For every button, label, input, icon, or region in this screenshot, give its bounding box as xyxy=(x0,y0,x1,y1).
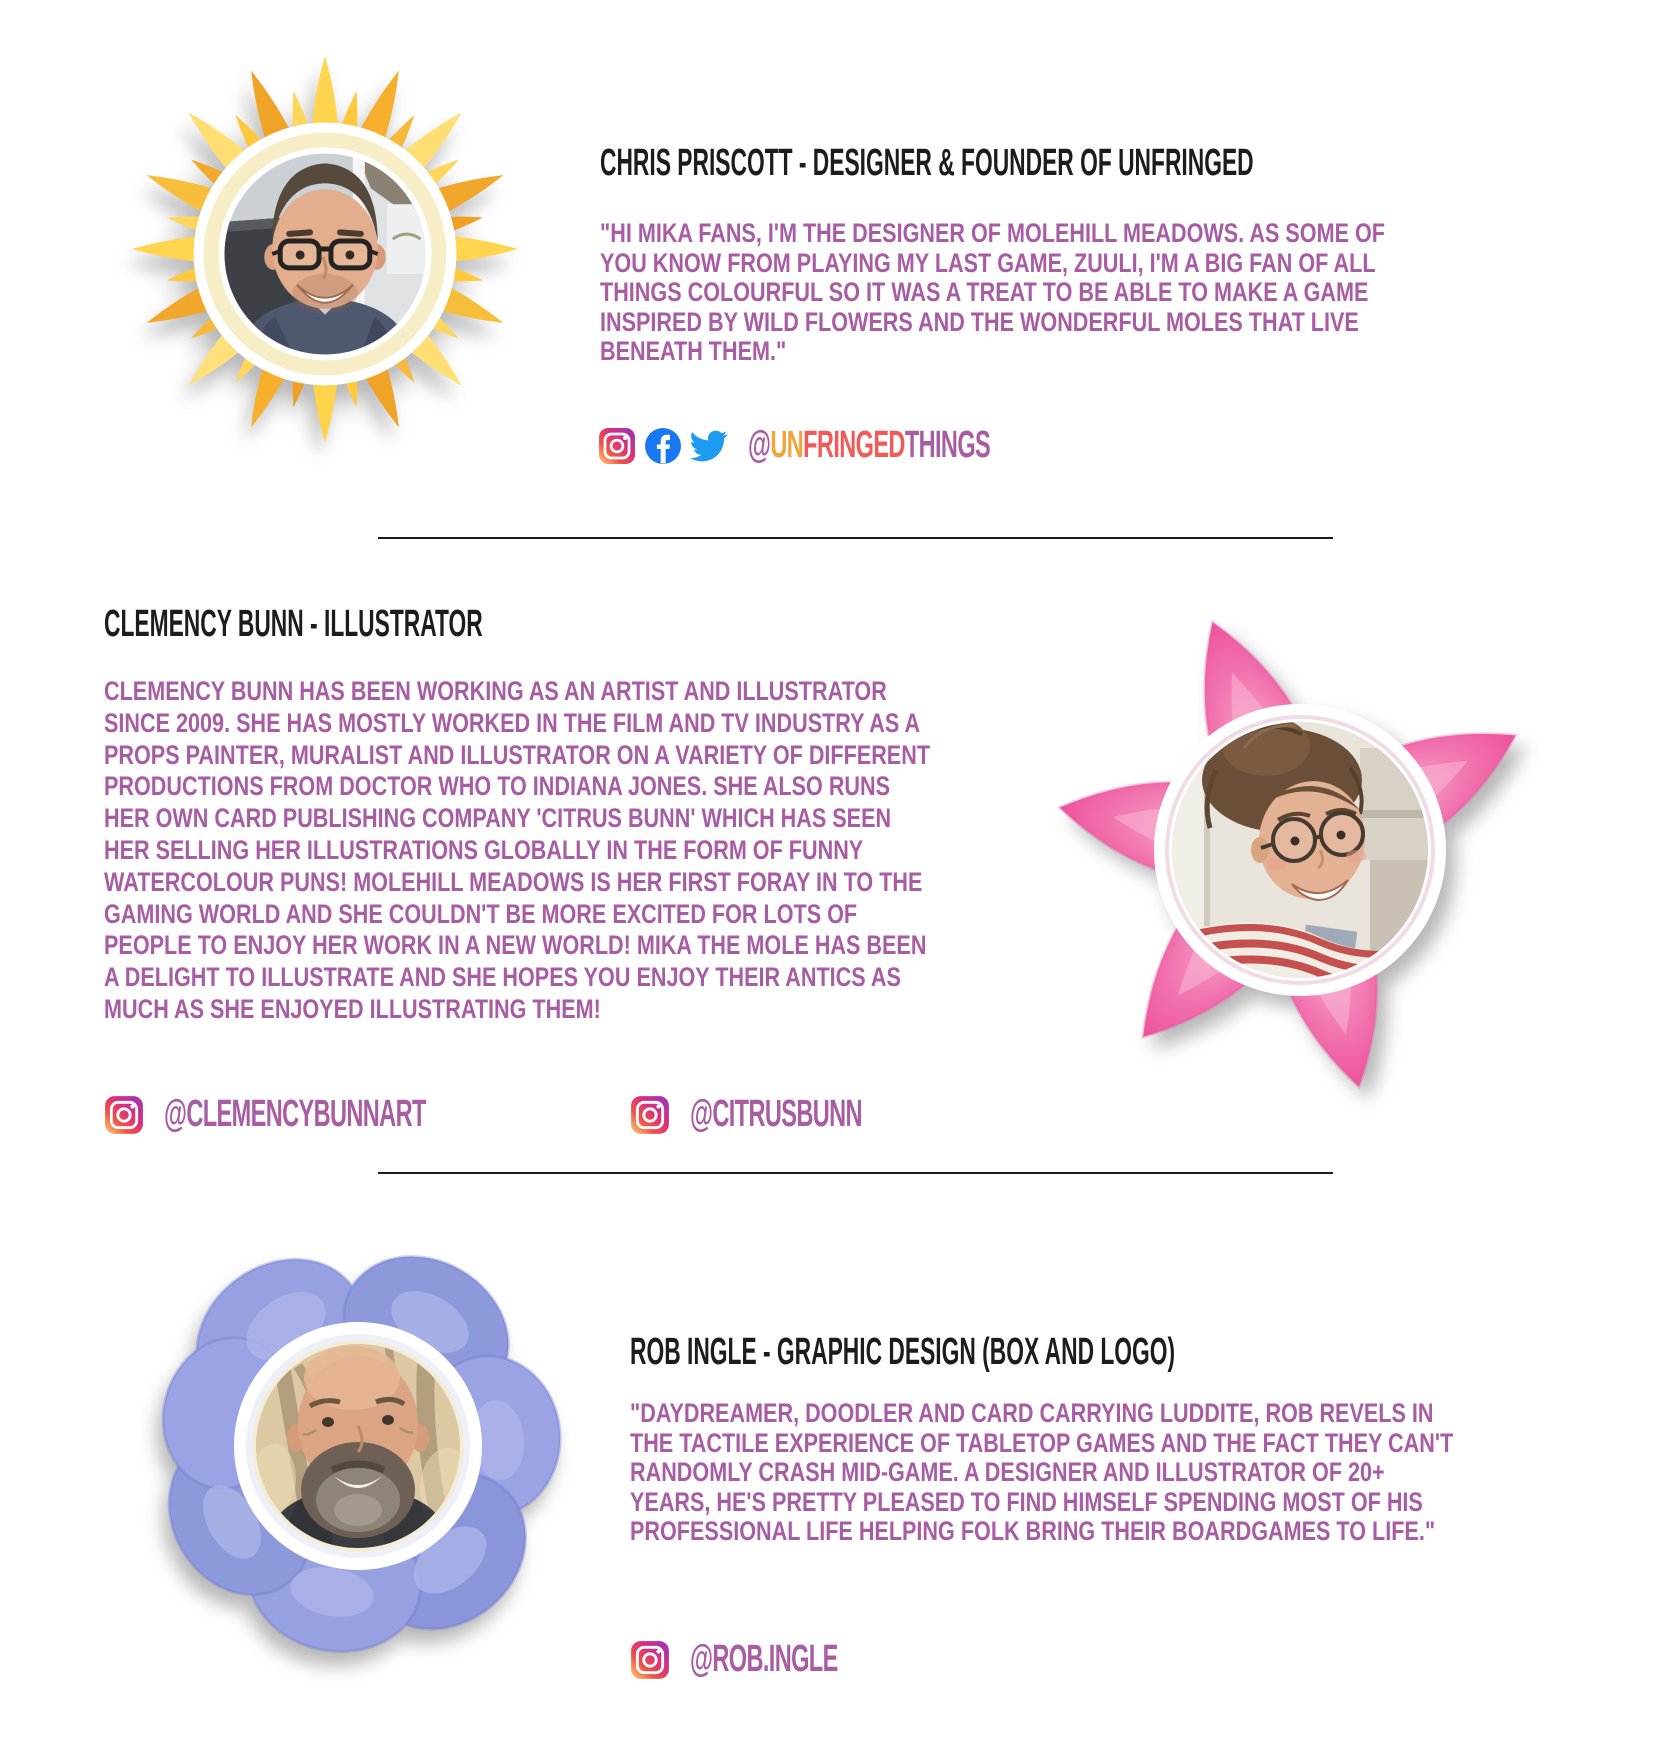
section-title-text: ROB INGLE - GRAPHIC DESIGN (BOX AND LOGO) xyxy=(630,1331,1176,1373)
social-handle-unfringedthings[interactable]: @UNFRINGEDTHINGS xyxy=(748,424,991,466)
social-handle-robingle[interactable]: @ROB.INGLE xyxy=(690,1638,838,1680)
social-handle-citrusbunn[interactable]: @CITRUSBUNN xyxy=(690,1093,863,1135)
social-handle-clemencybunnart[interactable]: @CLEMENCYBUNNART xyxy=(164,1093,426,1135)
section-title-text: CLEMENCY BUNN - ILLUSTRATOR xyxy=(104,603,483,645)
social-row-chris xyxy=(598,424,1139,467)
section-title-rob xyxy=(630,1331,1539,1374)
blue-bloom-flower-photo-frame xyxy=(146,1226,576,1676)
section-title-text: CHRIS PRISCOTT - DESIGNER & FOUNDER OF UNFRINGED xyxy=(600,142,1254,184)
instagram-icon[interactable] xyxy=(630,1095,670,1135)
social-row-rob xyxy=(630,1638,928,1681)
sunflower-photo-frame xyxy=(126,50,524,448)
section-divider xyxy=(378,537,1333,539)
instagram-icon[interactable] xyxy=(104,1095,144,1135)
pink-star-flower-photo-frame xyxy=(1020,598,1550,1093)
twitter-icon[interactable] xyxy=(690,427,728,465)
section-title-chris xyxy=(600,142,1680,185)
section-title-clemency xyxy=(104,603,735,646)
instagram-icon[interactable] xyxy=(630,1640,670,1680)
bio-text-clemency: CLEMENCY BUNN HAS BEEN WORKING AS AN ARTIST AND ILLUSTRATOR SINCE 2009. SHE HAS MOSTLY WORKED IN THE FILM AND TV INDUSTRY AS A PROPS PAINTER, MURALIST AND ILLUSTRATOR ON A VARIETY OF DIFFERENT PRODUCTIONS FROM DOCTOR WHO TO INDIANA JONES. SHE ALSO RUNS HER OWN CARD PUBLISHING COMPANY 'CITRUS BUNN' WHICH HAS SEEN HER SELLING HER ILLUSTRATIONS GLOBALLY IN THE FORM OF FUNNY WATERCOLOUR PUNS! MOLEHILL MEADOWS IS HER FIRST FORAY IN TO THE GAMING WORLD AND SHE COULDN'T BE MORE EXCITED FOR LOTS OF PEOPLE TO ENJOY HER WORK IN A NEW WORLD! MIKA THE MOLE HAS BEEN A DELIGHT TO ILLUSTRATE AND SHE HOPES YOU ENJOY THEIR ANTICS AS MUCH AS SHE ENJOYED ILLUSTRATING THEM! xyxy=(104,676,931,1024)
bio-text-chris: "HI MIKA FANS, I'M THE DESIGNER OF MOLEHILL MEADOWS. AS SOME OF YOU KNOW FROM PLAYING MY LAST GAME, ZUULI, I'M A BIG FAN OF ALL THINGS COLOURFUL SO IT WAS A TREAT TO BE ABLE TO MAKE A GAME INSPIRED BY WILD FLOWERS AND THE WONDERFUL MOLES THAT LIVE BENEATH THEM." xyxy=(600,218,1385,366)
bio-text-rob: "DAYDREAMER, DOODLER AND CARD CARRYING LUDDITE, ROB REVELS IN THE TACTILE EXPERIENCE OF TABLETOP GAMES AND THE FACT THEY CAN'T RANDOMLY CRASH MID-GAME. A DESIGNER AND ILLUSTRATOR OF 20+ YEARS, HE'S PRETTY PLEASED TO FIND HIMSELF SPENDING MOST OF HIS PROFESSIONAL LIFE HELPING FOLK BRING THEIR BOARDGAMES TO LIFE." xyxy=(630,1398,1454,1546)
social-row-clemency xyxy=(104,1093,967,1136)
section-divider xyxy=(378,1172,1333,1174)
instagram-icon[interactable] xyxy=(598,427,636,465)
facebook-icon[interactable] xyxy=(644,427,682,465)
